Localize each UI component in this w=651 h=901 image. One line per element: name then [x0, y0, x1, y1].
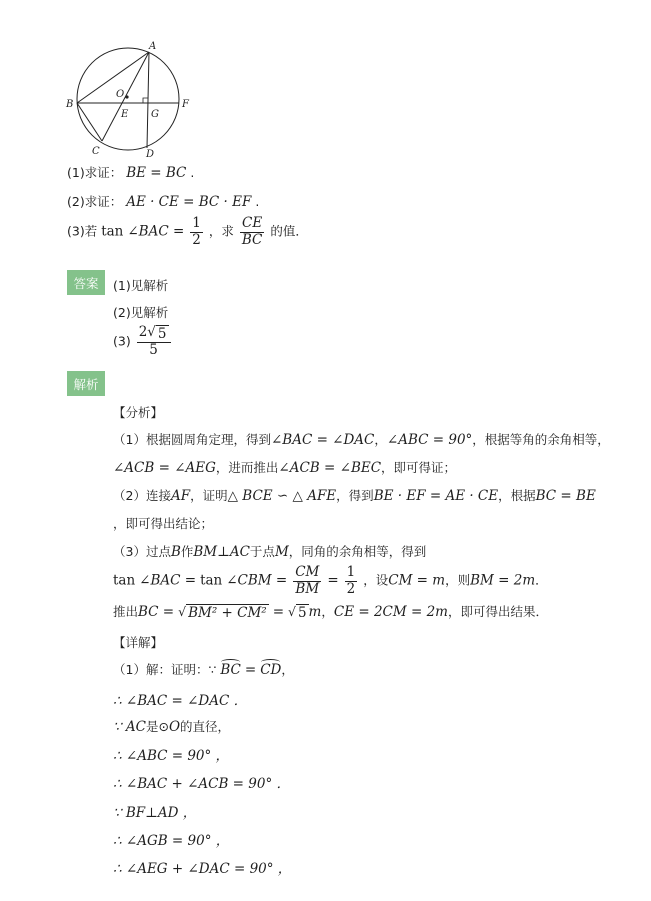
- d1-arc-bc: BC: [220, 662, 241, 678]
- detail-7: ∴ ∠AGB = 90° ，: [113, 833, 230, 849]
- p7-rad: BM² + CM²: [188, 605, 267, 621]
- label-e: E: [121, 109, 129, 120]
- p6-eq: =: [327, 572, 339, 589]
- p2-b: ，即可得证；: [381, 460, 457, 475]
- label-g: G: [151, 109, 159, 120]
- analysis-p1: [113, 430, 610, 448]
- p1-a: （1）根据圆周角定理，得到: [113, 432, 271, 447]
- p6-m2: ∠CBM =: [226, 572, 288, 589]
- a3-num: 2√ 5: [137, 325, 171, 343]
- chord-ad: [147, 52, 149, 148]
- p6-b: ，则: [445, 572, 471, 588]
- p1-c: ，根据等角的余角相等，: [472, 432, 610, 447]
- p6-hn: 1: [346, 564, 356, 580]
- p3-d: ，根据: [498, 488, 536, 503]
- a3-prefix: (3): [113, 333, 131, 349]
- chord-ab: [77, 52, 149, 103]
- p1-b: ，: [374, 432, 387, 447]
- answer-2: (2)见解析: [113, 305, 169, 320]
- d3-o: O: [168, 719, 181, 735]
- p7-m1: BC =: [138, 604, 175, 620]
- q3-frac-num: 1: [192, 215, 201, 231]
- q3-fraction: [190, 216, 203, 248]
- analysis-p4: ，即可得出结论；: [113, 516, 214, 531]
- p5-a: （3）过点: [113, 544, 171, 559]
- p3-m2: △ BCE ∽ △ AFE: [227, 488, 337, 504]
- p6-m3: CM = m: [388, 572, 446, 589]
- p5-d: ，同角的余角相等，得到: [288, 544, 427, 559]
- d1-eq: =: [244, 662, 257, 678]
- q1-math: BE = BC: [126, 165, 187, 181]
- q3-end: 的值．: [270, 223, 308, 239]
- analysis-p2: [113, 458, 456, 476]
- label-c: C: [92, 146, 100, 157]
- a3-coef: 2: [138, 324, 148, 340]
- answer-1: (1)见解析: [113, 278, 169, 293]
- p5-m2: BM⊥AC: [193, 544, 250, 560]
- p6-fd: BM: [295, 580, 320, 597]
- q3-ratio-den: BC: [241, 231, 263, 248]
- p6-frac-cm-bm: [293, 565, 321, 597]
- p6-c: ．: [535, 572, 548, 588]
- p6-tan1: tan: [113, 572, 136, 589]
- detail-2: ∴ ∠BAC = ∠DAC ．: [113, 693, 248, 709]
- p1-m1: ∠BAC = ∠DAC: [270, 432, 375, 448]
- p7-sqrt: √ BM² + CM²: [178, 604, 267, 621]
- p7-a: 推出: [113, 604, 139, 619]
- detail-4: ∴ ∠ABC = 90° ，: [113, 748, 230, 764]
- p5-m3: M: [274, 544, 289, 560]
- answer-3: [113, 325, 173, 359]
- q3-ratio-num: CE: [242, 215, 263, 231]
- d3-a: 是⊙: [145, 719, 169, 734]
- geometry-figure: [62, 40, 202, 158]
- p7-m2: m: [308, 604, 322, 620]
- d3-m: ∵ AC: [113, 719, 146, 735]
- d1-arc-cd: CD: [260, 662, 282, 678]
- circle-o: [77, 48, 179, 150]
- p7-root: 5: [297, 605, 307, 621]
- p5-b: 作: [180, 544, 194, 559]
- p7-c: ，即可得出结果．: [447, 604, 548, 619]
- q3-ratio: [240, 216, 265, 248]
- p7-m3: CE = 2CM = 2m: [333, 604, 448, 620]
- analysis-p3: [113, 486, 596, 504]
- label-f: F: [182, 99, 189, 110]
- p6-fn: CM: [295, 564, 320, 580]
- q3-frac-den: 2: [192, 231, 201, 248]
- section-fenxi: 【分析】: [113, 405, 164, 420]
- label-b: B: [66, 99, 74, 110]
- q3-math: ∠BAC =: [127, 223, 185, 240]
- question-2: [67, 192, 259, 210]
- detail-3: [113, 717, 230, 735]
- p5-m1: B: [170, 544, 181, 560]
- detail-8: ∴ ∠AEG + ∠DAC = 90° ，: [113, 861, 292, 877]
- p7-eq: =: [272, 604, 284, 620]
- p6-tan2: tan: [200, 572, 223, 589]
- p3-a: （2）连接: [113, 488, 171, 503]
- analysis-p5: [113, 542, 426, 560]
- q2-prefix: (2)求证：: [67, 194, 123, 209]
- p5-c: 于点: [249, 544, 275, 559]
- section-xiangjie: 【详解】: [113, 635, 164, 650]
- q3-prefix: (3)若: [67, 223, 98, 239]
- p6-hd: 2: [346, 580, 356, 597]
- question-3: [67, 216, 308, 248]
- p6-m1: ∠BAC =: [139, 572, 197, 589]
- p7-b: ，: [321, 604, 334, 619]
- p6-frac-half: [345, 565, 358, 597]
- detail-1: [113, 660, 294, 678]
- chord-bc: [77, 103, 102, 141]
- d3-b: 的直径，: [180, 719, 231, 734]
- q2-end: .: [255, 194, 260, 209]
- p2-a: ，进而推出: [215, 460, 279, 475]
- center-dot: [125, 95, 128, 98]
- p6-m4: BM = 2m: [470, 572, 536, 589]
- d1-a: （1）解：证明：∵: [113, 662, 217, 677]
- label-o: O: [116, 89, 125, 100]
- analysis-tag: 解析: [67, 371, 105, 396]
- a3-fraction: [137, 325, 171, 359]
- q3-tan: tan: [101, 223, 124, 240]
- p3-b: ，证明: [190, 488, 228, 503]
- p3-m4: BC = BE: [535, 488, 596, 504]
- a3-rad: 5: [157, 326, 167, 342]
- d1-end: ，: [281, 662, 294, 677]
- p2-m2: ∠ACB = ∠BEC: [278, 460, 382, 476]
- q1-prefix: (1)求证：: [67, 165, 123, 180]
- a3-den: 5: [149, 342, 158, 359]
- q3-mid: ，求: [208, 223, 234, 239]
- right-angle-mark: [143, 98, 148, 103]
- detail-5: ∴ ∠BAC + ∠ACB = 90° ．: [113, 776, 291, 792]
- p6-a: ，设: [363, 572, 389, 588]
- analysis-p6: [113, 565, 548, 597]
- p3-c: ，得到: [336, 488, 374, 503]
- question-1: [67, 163, 194, 181]
- q2-math: AE · CE = BC · EF: [126, 194, 252, 210]
- label-d: D: [146, 149, 155, 158]
- p3-m3: BE · EF = AE · CE: [373, 488, 499, 504]
- p2-m1: ∠ACB = ∠AEG: [113, 460, 216, 476]
- detail-6: ∵ BF⊥AD ，: [113, 805, 197, 821]
- p7-root5: √ 5: [287, 604, 307, 621]
- answer-tag: 答案: [67, 270, 105, 295]
- p3-m1: AF: [170, 488, 191, 504]
- label-a: A: [149, 41, 157, 52]
- p1-m2: ∠ABC = 90°: [386, 432, 473, 448]
- q1-end: .: [190, 165, 195, 180]
- analysis-p7: [113, 602, 548, 621]
